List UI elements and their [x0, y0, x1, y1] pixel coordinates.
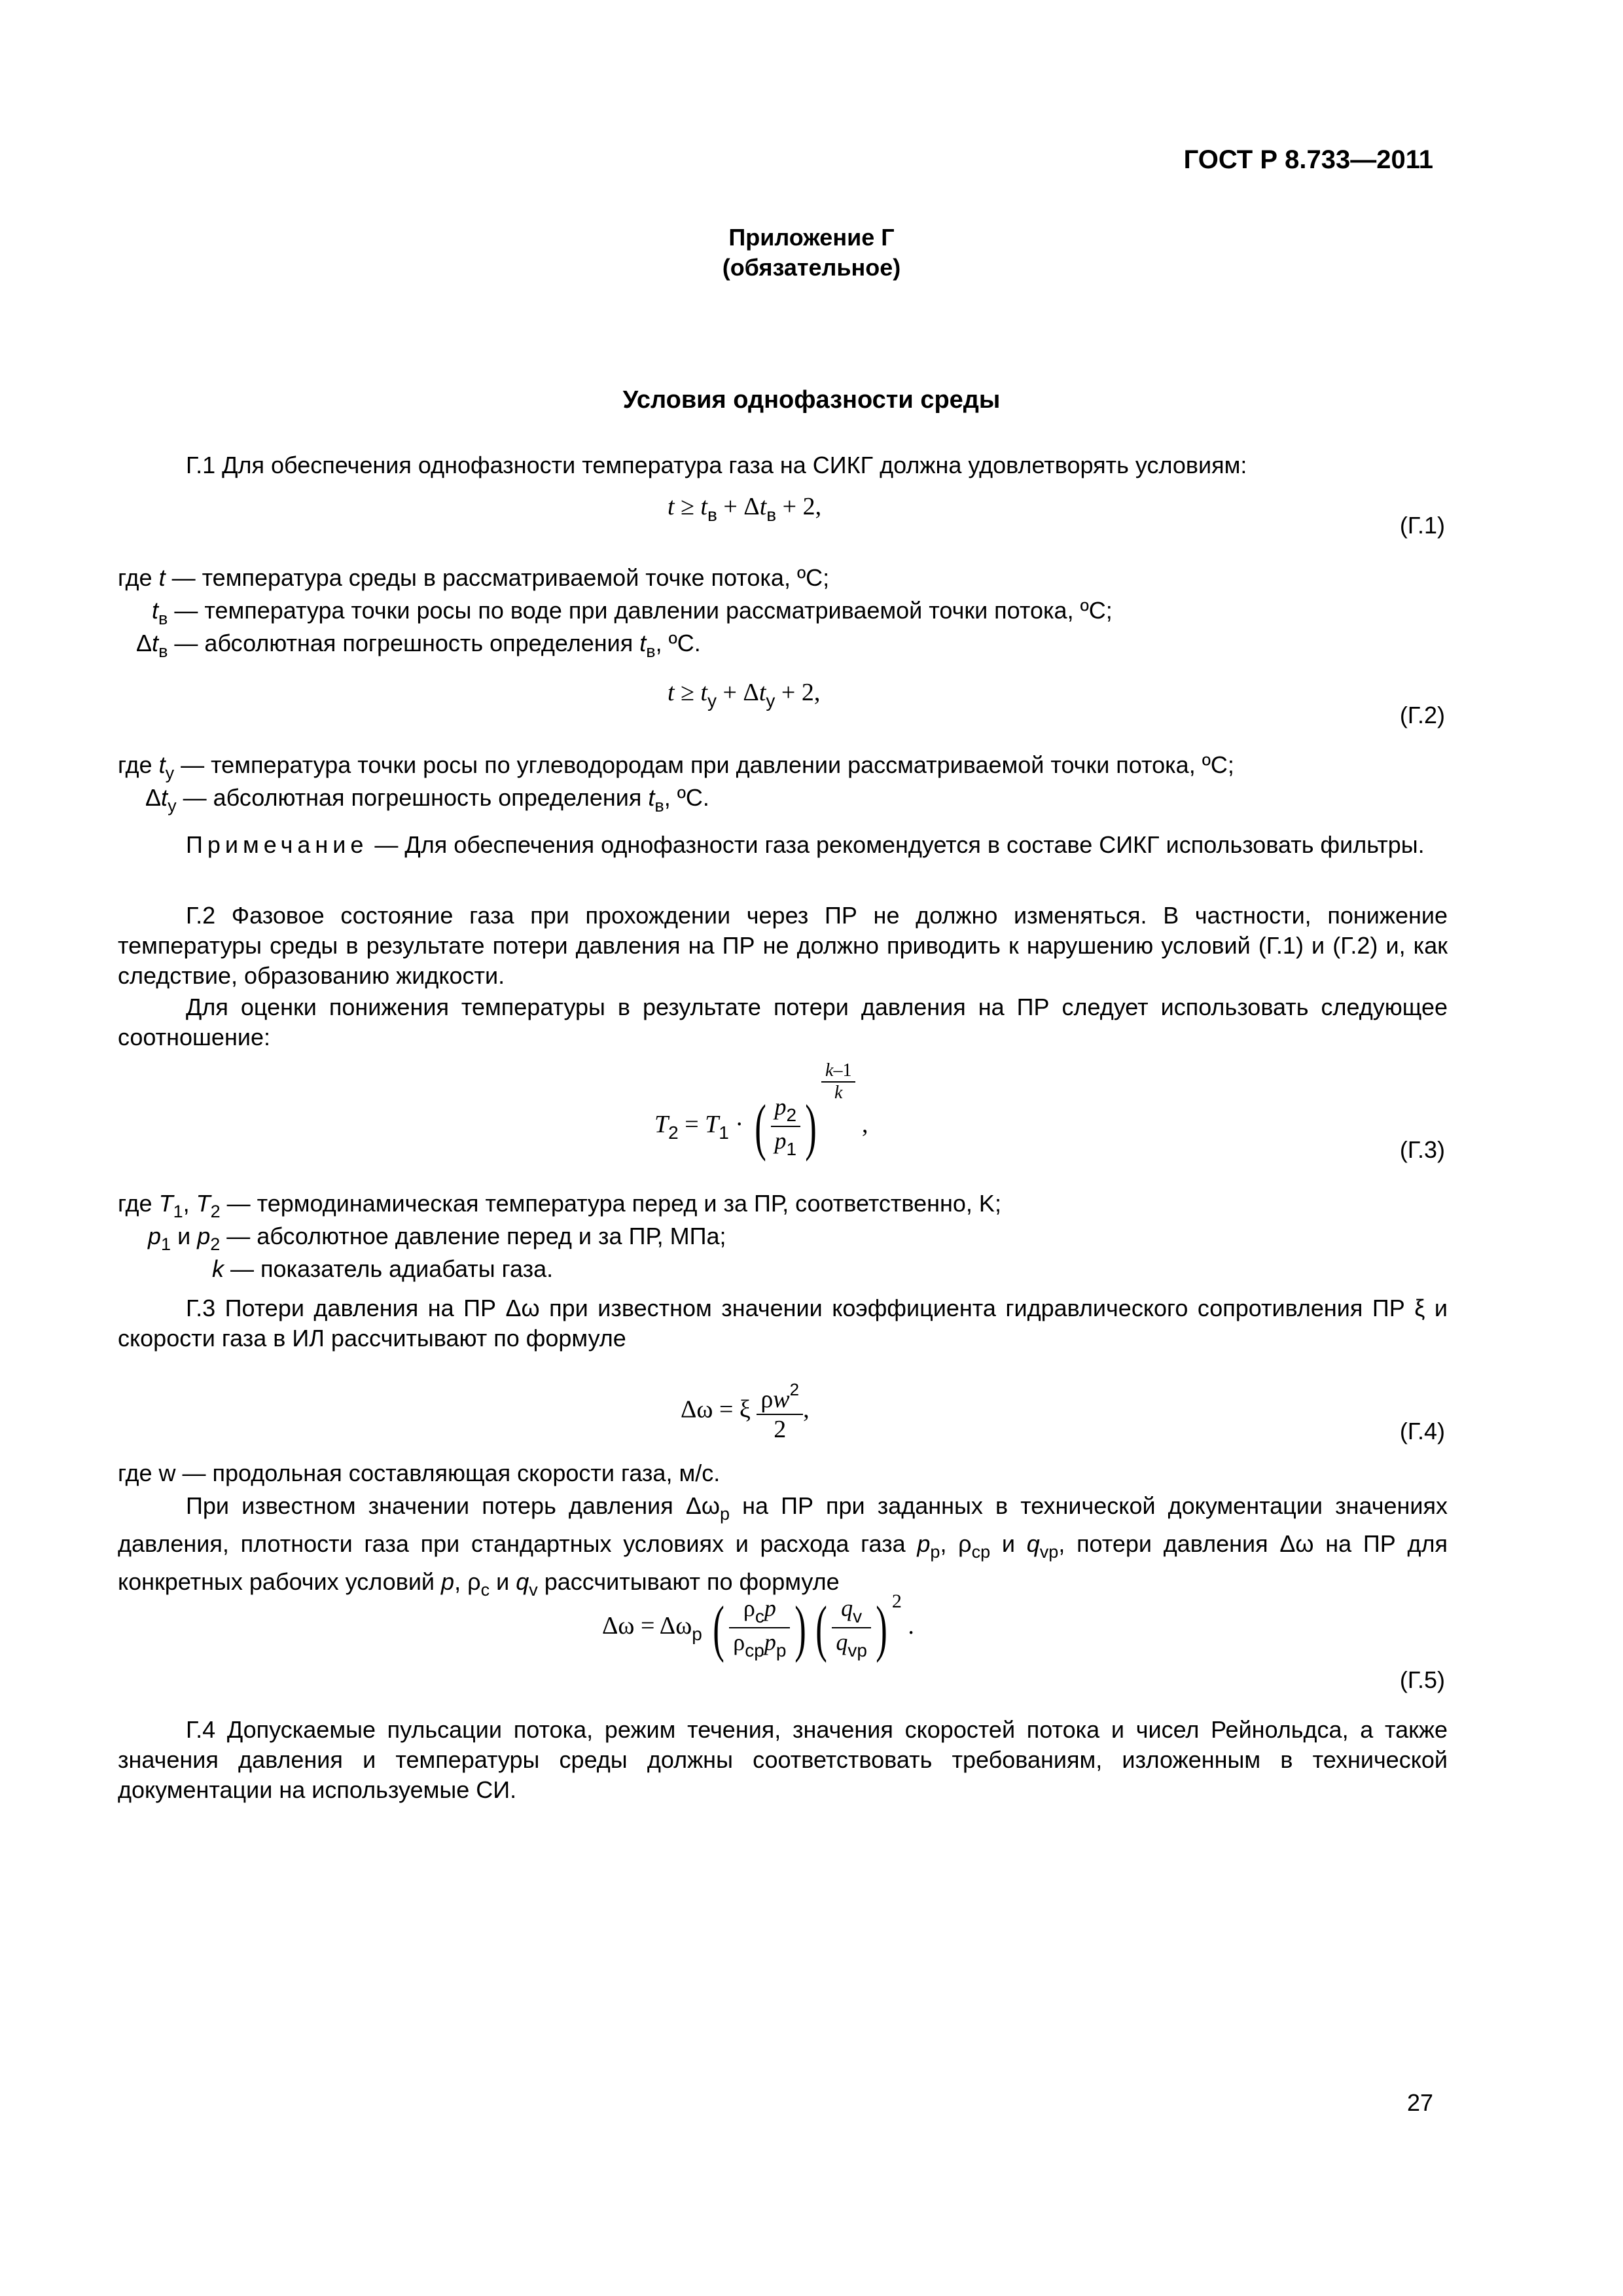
- formula-g1: $t \ge t_в + \Delta t_в + 2$,: [668, 493, 822, 525]
- legend-w: где w — продольная составляющая скорости газа, м/с.: [118, 1460, 721, 1486]
- legend-tv: $t_в$ — температура точки росы по воде при давлении рассматриваемой точки потока, ºС;: [152, 597, 1113, 628]
- formula-g5: $\Delta\omega = \Delta\omega_р$ ( $\frac{\rho_сp}{\rho_{ср}p_р}$ ) ( $\frac{q_v}{q_{vр}}$ ) $^2$ .: [602, 1590, 914, 1663]
- note: [118, 830, 1448, 860]
- equation-number-g5: (Г.5): [1399, 1666, 1445, 1693]
- annex-title: Приложение Г: [728, 224, 895, 251]
- formula-g2: $t \ge t_у + \Delta t_у + 2$,: [668, 679, 821, 711]
- equation-number-g1: (Г.1): [1399, 512, 1445, 539]
- equation-number-g3: (Г.3): [1399, 1136, 1445, 1163]
- g4-paragraph: Г.4 Допускаемые пульсации потока, режим течения, значения скоростей потока и чисел Рейнольдса, а также значения давления и температуры среды должны соответствовать требованиям, изложенным в технической документации на используемые СИ.: [118, 1716, 1448, 1803]
- g3-paragraph-2: При известном значении потерь давления $\Delta\omega_р$ на ПР при заданных в технической документации значениях давления, плотности газа при стандартных условиях и расхода газа $p_р$, $\rho_{ср}$ и $q_{vр}$, потери давления Δω на ПР для конкретных рабочих условий p, $\rho_с$ и $q_v$ рассчитывают по формуле: [118, 1492, 1448, 1600]
- annex-heading: [0, 223, 1623, 283]
- equation-number-g4: (Г.4): [1399, 1418, 1445, 1444]
- note-text: — Для обеспечения однофазности газа рекомендуется в составе СИКГ использовать фильтры.: [374, 831, 1425, 858]
- g2-paragraph-2: Для оценки понижения температуры в результате потери давления на ПР следует использовать следующее соотношение:: [118, 994, 1448, 1050]
- legend-k: k — показатель адиабаты газа.: [212, 1255, 554, 1282]
- formula-g4: Δω = ξ $\frac{\rho w^2}{2}$ ,: [681, 1380, 810, 1443]
- formula-g3: $T_2 = T_1$ · ( $\frac{p_2}{p_1}$ ) $\frac{k-1}{k}$ ,: [654, 1060, 868, 1162]
- note-label: Примечание: [186, 831, 368, 858]
- g3-paragraph-1: Г.3 Потери давления на ПР Δω при известном значении коэффициента гидравлического сопротивления ПР ξ и скорости газа в ИЛ рассчитывают по формуле: [118, 1295, 1448, 1352]
- section-title: Условия однофазности среды: [622, 386, 1001, 414]
- legend-ty: где $t_у$ — температура точки росы по углеводородам при давлении рассматриваемой точки потока, ºС;: [118, 751, 1234, 783]
- legend-p1-p2: $p_1$ и $p_2$ — абсолютное давление перед и за ПР, МПа;: [148, 1223, 726, 1254]
- legend-dtv: $\Delta t_в$ — абсолютная погрешность определения $t_в$, ºС.: [136, 630, 701, 661]
- page-number: 27: [1406, 2089, 1433, 2116]
- equation-number-g2: (Г.2): [1399, 702, 1445, 728]
- annex-status: (обязательное): [722, 254, 901, 281]
- legend-T1-T2: где $T_1$, $T_2$ — термодинамическая температура перед и за ПР, соответственно, K;: [118, 1190, 1001, 1221]
- g1-intro: Г.1 Для обеспечения однофазности температура газа на СИКГ должна удовлетворять условиям:: [186, 452, 1247, 478]
- legend-t: где t — температура среды в рассматриваемой точке потока, ºС;: [118, 564, 830, 591]
- g2-paragraph-1: Г.2 Фазовое состояние газа при прохождении через ПР не должно изменяться. В частности, понижение температуры среды в результате потери давления на ПР не должно приводить к нарушению условий (Г.1) и (Г.2) и, как следствие, образованию жидкости.: [118, 902, 1448, 989]
- document-code: ГОСТ Р 8.733—2011: [1183, 145, 1433, 174]
- legend-dty: $\Delta t_у$ — абсолютная погрешность определения $t_в$, ºС.: [145, 784, 709, 816]
